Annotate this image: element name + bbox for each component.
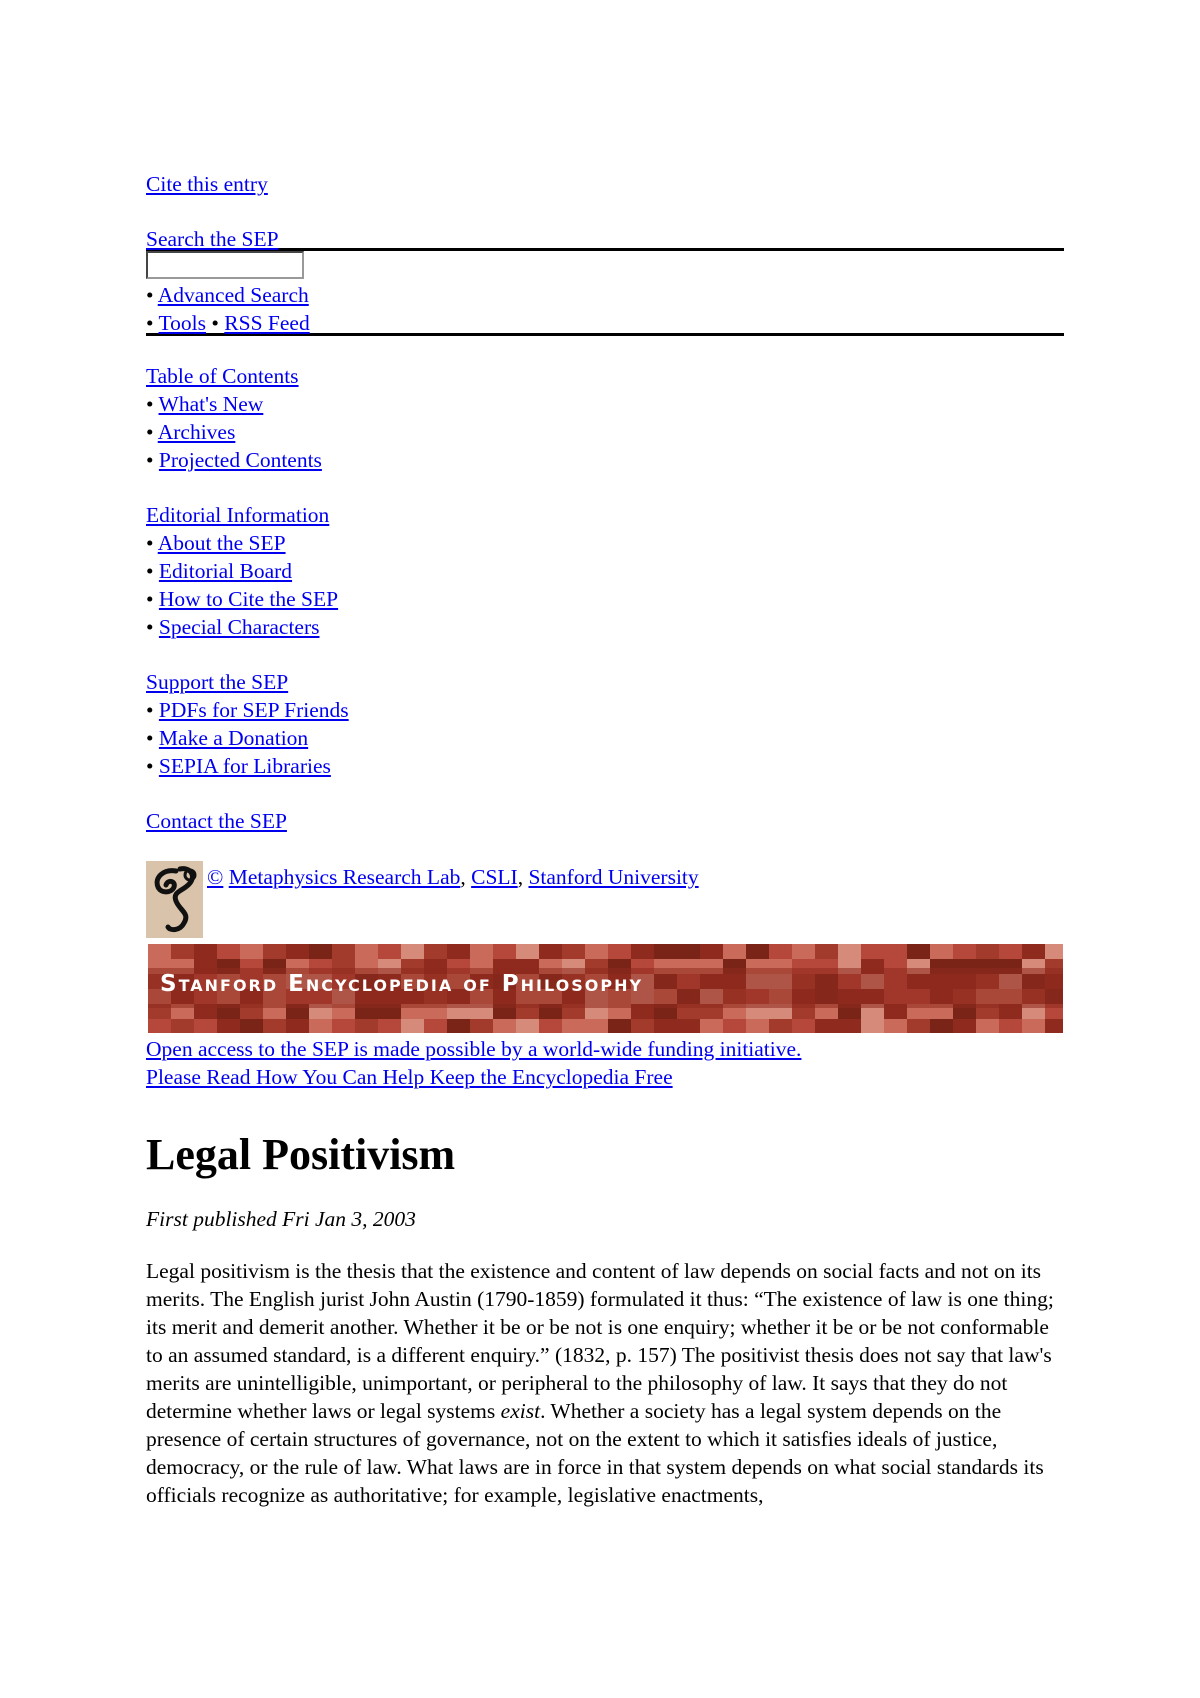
banner-tile xyxy=(654,944,677,959)
editorial-board-link[interactable]: Editorial Board xyxy=(158,559,293,583)
banner-tile xyxy=(148,944,171,959)
projected-contents-link[interactable]: Projected Contents xyxy=(158,448,322,472)
article-title: Legal Positivism xyxy=(146,1130,456,1179)
how-to-cite-link[interactable]: How to Cite the SEP xyxy=(158,587,339,611)
bullet: • xyxy=(146,448,154,472)
banner-tile xyxy=(470,944,493,959)
bullet: • xyxy=(146,311,154,335)
banner-tile xyxy=(194,944,217,959)
sep-logo-icon xyxy=(146,861,203,938)
separator-comma: , xyxy=(460,865,466,889)
banner-title: Stanford Encyclopedia of Philosophy xyxy=(160,971,644,997)
banner-tile xyxy=(654,1019,677,1033)
intro-text-2: . Whether a society has a legal system depends on the presence of certain structures of governance, not on the extent to which it satisfies ideals of justice, democracy, or the rule of law. What laws are in force in that system depends on what social standards its officials recognize as authoritative; for example, legislative enactments, xyxy=(146,1399,1044,1507)
banner-tile xyxy=(171,1019,194,1033)
intro-paragraph xyxy=(146,1257,1064,1509)
banner-tile xyxy=(930,944,953,959)
banner-tile xyxy=(539,1019,562,1033)
banner-tile xyxy=(424,944,447,959)
banner-tile xyxy=(263,944,286,959)
tools-link[interactable]: Tools xyxy=(158,311,207,335)
banner-tile xyxy=(608,944,631,959)
banner-tile xyxy=(700,1019,723,1033)
banner-tile xyxy=(1022,944,1045,959)
banner-tile xyxy=(953,1019,976,1033)
banner-tile xyxy=(999,944,1022,959)
bullet: • xyxy=(146,587,154,611)
bullet: • xyxy=(146,420,154,444)
banner-tile xyxy=(585,944,608,959)
banner-tile xyxy=(401,944,424,959)
bullet: • xyxy=(146,698,154,722)
archives-link[interactable]: Archives xyxy=(157,420,236,444)
banner-tile xyxy=(930,1019,953,1033)
banner-tile xyxy=(746,1019,769,1033)
banner-tile xyxy=(907,1019,930,1033)
banner-tile xyxy=(447,1019,470,1033)
csli-link[interactable]: CSLI xyxy=(471,865,518,889)
stanford-link[interactable]: Stanford University xyxy=(528,865,699,889)
banner-tile xyxy=(217,1019,240,1033)
banner-tile xyxy=(217,944,240,959)
banner-tile xyxy=(355,944,378,959)
banner-tile xyxy=(286,1019,309,1033)
banner-tile xyxy=(516,1019,539,1033)
bullet: • xyxy=(146,726,154,750)
banner-tile xyxy=(171,944,194,959)
bullet: • xyxy=(146,754,154,778)
metaphysics-lab-link[interactable]: Metaphysics Research Lab xyxy=(228,865,461,889)
bullet: • xyxy=(146,392,154,416)
banner-tile xyxy=(861,944,884,959)
banner-tile xyxy=(700,944,723,959)
banner-tile xyxy=(378,1019,401,1033)
banner-tile xyxy=(309,944,332,959)
table-of-contents-link[interactable]: Table of Contents xyxy=(146,364,299,388)
sepia-link[interactable]: SEPIA for Libraries xyxy=(158,754,331,778)
bullet: • xyxy=(146,283,154,307)
banner-tile xyxy=(815,1019,838,1033)
pdfs-link[interactable]: PDFs for SEP Friends xyxy=(158,698,349,722)
banner-tile xyxy=(746,944,769,959)
banner-tile xyxy=(608,1019,631,1033)
bullet: • xyxy=(146,531,154,555)
banner-tile xyxy=(1045,1019,1063,1033)
special-characters-link[interactable]: Special Characters xyxy=(158,615,320,639)
donation-link[interactable]: Make a Donation xyxy=(158,726,309,750)
banner-tile xyxy=(332,1019,355,1033)
banner-tile xyxy=(884,944,907,959)
banner-tile xyxy=(493,944,516,959)
support-sep-link[interactable]: Support the SEP xyxy=(146,670,289,694)
credit-row xyxy=(146,861,1064,938)
bullet: • xyxy=(211,311,219,335)
banner-tile xyxy=(194,1019,217,1033)
banner-tile xyxy=(447,944,470,959)
banner-tile xyxy=(631,1019,654,1033)
banner-tile xyxy=(401,1019,424,1033)
banner-tile xyxy=(723,944,746,959)
banner-tile xyxy=(953,944,976,959)
banner-tile xyxy=(792,1019,815,1033)
banner-tile xyxy=(1022,1019,1045,1033)
banner-tile xyxy=(470,1019,493,1033)
advanced-search-link[interactable]: Advanced Search xyxy=(157,283,309,307)
banner-tile xyxy=(907,944,930,959)
banner-tile xyxy=(378,944,401,959)
banner-tile xyxy=(585,1019,608,1033)
banner-tile xyxy=(677,944,700,959)
page xyxy=(146,170,1064,1509)
bullet: • xyxy=(146,615,154,639)
banner-tile xyxy=(424,1019,447,1033)
editorial-information-link[interactable]: Editorial Information xyxy=(146,503,330,527)
banner-tile xyxy=(539,944,562,959)
banner-tile xyxy=(148,1019,171,1033)
banner-tile xyxy=(1045,944,1063,959)
banner-tile xyxy=(838,944,861,959)
banner-tile xyxy=(999,1019,1022,1033)
banner-tile xyxy=(516,944,539,959)
banner-tile xyxy=(309,1019,332,1033)
intro-text-1: Legal positivism is the thesis that the existence and content of law depends on social facts and not on its merits. The English jurist John Austin (1790-1859) formulated it thus: “The existence of law is one thing; its merit and demerit another. Whether it be or be not is one enquiry; whether it be or be not conformable to an assumed standard, is a different enquiry.” (1832, p. 157) The positivist thesis does not say that law's merits are unintelligible, unimportant, or peripheral to the philosophy of law. It says that they do not determine whether laws or legal systems xyxy=(146,1259,1054,1423)
search-input[interactable] xyxy=(146,251,304,279)
banner-tile xyxy=(631,944,654,959)
banner-tile xyxy=(769,1019,792,1033)
banner-tile xyxy=(976,1019,999,1033)
banner-tile xyxy=(769,944,792,959)
banner-tile xyxy=(493,1019,516,1033)
banner-tile xyxy=(723,1019,746,1033)
banner-tile xyxy=(240,944,263,959)
banner-tile xyxy=(263,1019,286,1033)
banner-tile xyxy=(976,944,999,959)
banner-tile xyxy=(792,944,815,959)
funding-initiative-link[interactable]: Open access to the SEP is made possible by a world-wide funding initiative. xyxy=(146,1037,802,1061)
bullet: • xyxy=(146,559,154,583)
intro-emphasis: exist xyxy=(500,1399,541,1423)
banner-tile xyxy=(562,1019,585,1033)
whats-new-link[interactable]: What's New xyxy=(158,392,264,416)
banner-tile xyxy=(355,1019,378,1033)
cite-entry-link[interactable]: Cite this entry xyxy=(146,172,268,196)
about-sep-link[interactable]: About the SEP xyxy=(157,531,286,555)
banner-tile xyxy=(838,1019,861,1033)
publication-date: First published Fri Jan 3, 2003 xyxy=(146,1207,416,1231)
copyright-link[interactable]: © xyxy=(207,865,224,889)
sep-banner[interactable] xyxy=(148,944,1063,1033)
separator-comma: , xyxy=(517,865,524,889)
banner-tile xyxy=(286,944,309,959)
keep-free-link[interactable]: Please Read How You Can Help Keep the Encyclopedia Free xyxy=(146,1065,673,1089)
banner-tile xyxy=(332,944,355,959)
banner-tile xyxy=(562,944,585,959)
banner-tile xyxy=(240,1019,263,1033)
banner-tile xyxy=(815,944,838,959)
banner-tile xyxy=(861,1019,884,1033)
rss-feed-link[interactable]: RSS Feed xyxy=(224,311,310,335)
banner-tile xyxy=(677,1019,700,1033)
contact-sep-link[interactable]: Contact the SEP xyxy=(146,809,287,833)
banner-tile xyxy=(884,1019,907,1033)
search-sep-link[interactable]: Search the SEP xyxy=(146,227,279,251)
